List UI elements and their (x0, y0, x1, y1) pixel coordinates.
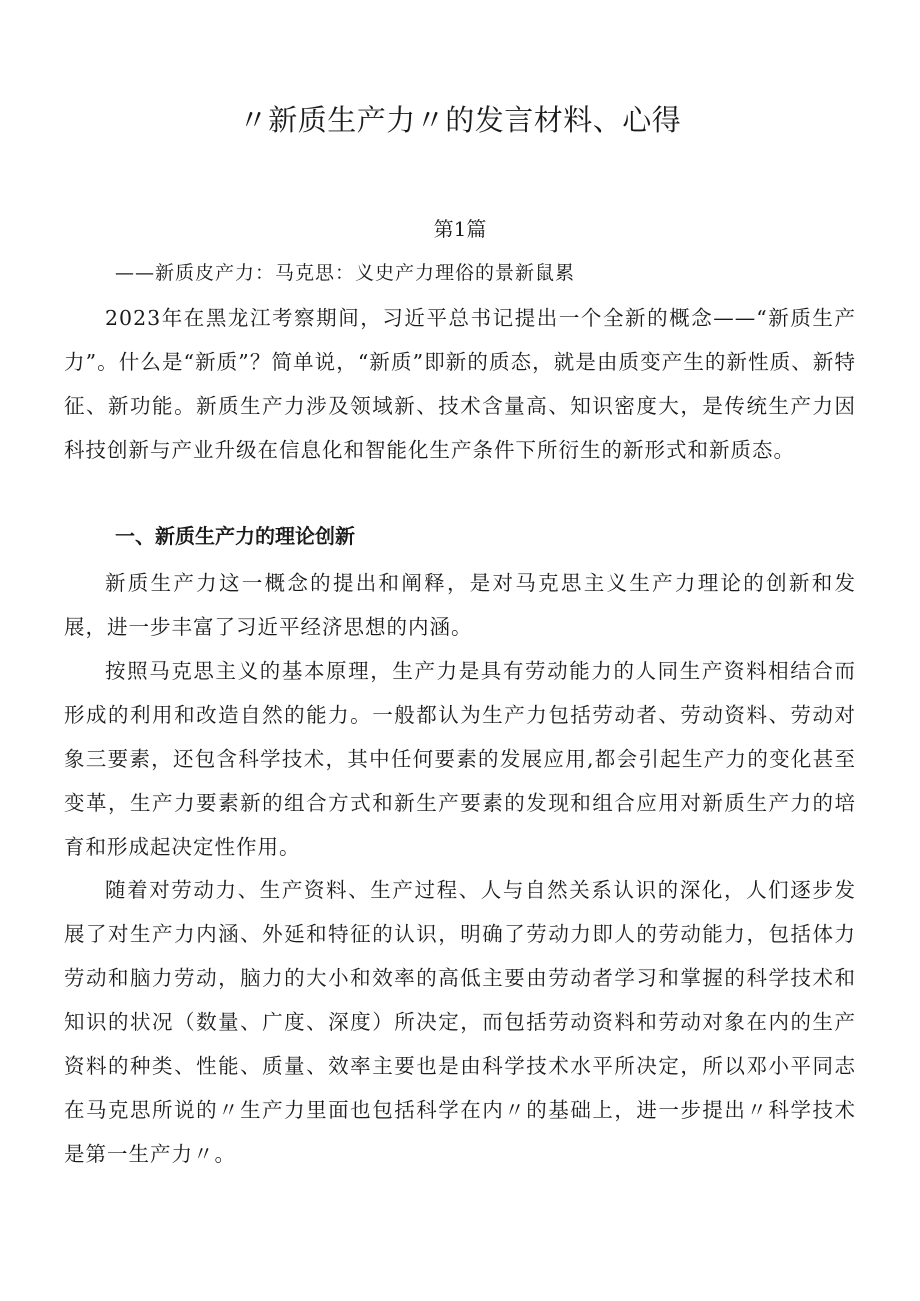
paragraph-principles: 按照马克思主义的基本原理，生产力是具有劳动能力的人同生产资料相结合而形成的利用和改造自然的能力。一般都认为生产力包括劳动者、劳动资料、劳动对象三要素，还包含科学技术，其中任何要素的发展应用,都会引起生产力的变化甚至变革，生产力要素新的组合方式和新生产要素的发现和组合应用对新质生产力的培育和形成起决定性作用。 (64, 659, 856, 859)
section-subtitle: ——新质皮产力：马克思：义史产力理俗的景新鼠累 (115, 262, 576, 284)
document-title: 〃新质生产力〃的发言材料、心得 (238, 103, 682, 137)
section-label: 第1篇 (433, 217, 487, 241)
paragraph-intro: 2023年在黑龙江考察期间，习近平总书记提出一个全新的概念——“新质生产力”。什么是“新质”？简单说，“新质”即新的质态，就是由质变产生的新性质、新特征、新功能。新质生产力涉及领域新、技术含量高、知识密度大，是传统生产力因科技创新与产业升级在信息化和智能化生产条件下所衍生的新形式和新质态。 (64, 306, 856, 462)
section-heading: 一、新质生产力的理论创新 (115, 524, 355, 548)
paragraph-development: 随着对劳动力、生产资料、生产过程、人与自然关系认识的深化，人们逐步发展了对生产力内涵、外延和特征的认识，明确了劳动力即人的劳动能力，包括体力劳动和脑力劳动，脑力的大小和效率的高低主要由劳动者学习和掌握的科学技术和知识的状况（数量、广度、深度）所决定，而包括劳动资料和劳动对象在内的生产资料的种类、性能、质量、效率主要也是由科学技术水平所决定，所以邓小平同志在马克思所说的〃生产力里面也包括科学在内〃的基础上，进一步提出〃科学技术是第一生产力〃。 (64, 878, 856, 1166)
paragraph-theory: 新质生产力这一概念的提出和阐释，是对马克思主义生产力理论的创新和发展，进一步丰富了习近平经济思想的内涵。 (64, 571, 856, 639)
